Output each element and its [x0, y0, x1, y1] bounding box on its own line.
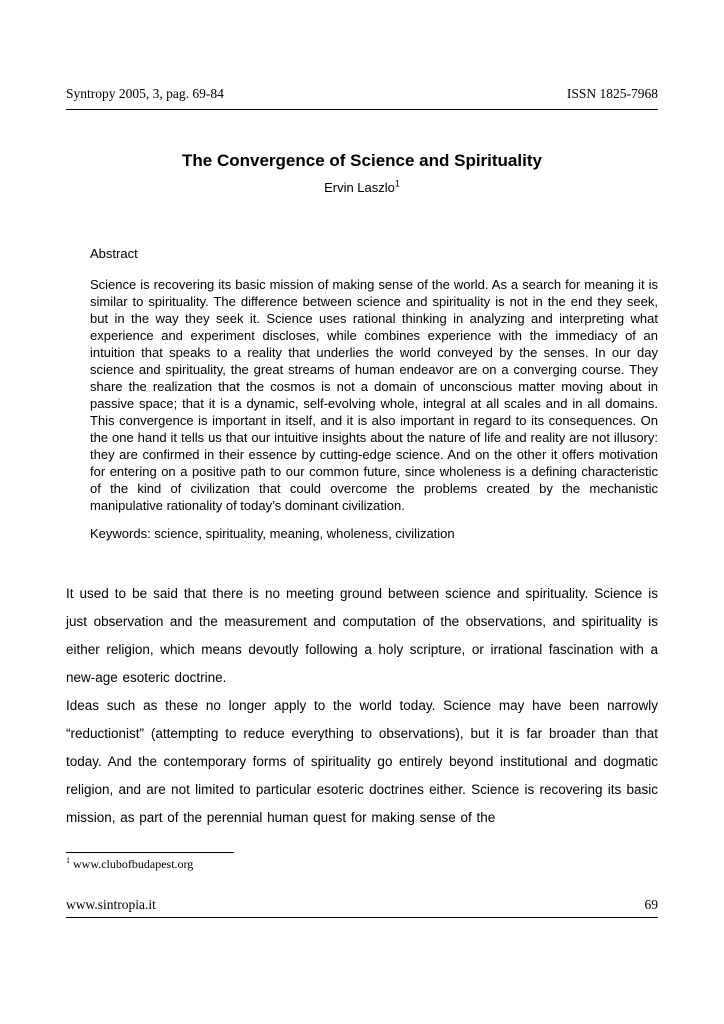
- abstract-section: [90, 246, 658, 542]
- abstract-text: Science is recovering its basic mission of making sense of the world. As a search for meaning it is similar to spirituality. The difference between science and spirituality is not in the end they seek, but in the way they seek it. Science uses rational thinking in analyzing and interpreting what experience and experiment discloses, while combines experience with the immediacy of an intuition that speaks to a reality that underlies the world conveyed by the senses. In our day science and spirituality, the great streams of human endeavor are on a converging course. They share the realization that the cosmos is not a domain of unconscious matter moving about in passive space; that it is a dynamic, self-evolving whole, integral at all scales and in all domains. This convergence is important in itself, and it is also important in regard to its consequences. On the one hand it tells us that our intuitive insights about the nature of life and reality are not illusory: they are confirmed in their essence by cutting-edge science. And on the other it offers motivation for entering on a positive path to our common future, since wholeness is a defining characteristic of the kind of civilization that could overcome the problems created by the mechanistic manipulative rationality of today’s dominant civilization.: [90, 277, 658, 513]
- footnote-divider: [66, 852, 234, 853]
- footnote: [66, 857, 658, 872]
- footer-divider: [66, 917, 658, 918]
- footer-site-url: www.sintropia.it: [66, 897, 156, 912]
- body-paragraph-2: Ideas such as these no longer apply to the world today. Science may have been narrowly “reductionist” (attempting to reduce everything to observations), but it is far broader than that today. And the contemporary forms of spirituality go entirely beyond institutional and dogmatic religion, and are not limited to particular esoteric doctrines either. Science is recovering its basic mission, as part of the perennial human quest for making sense of the: [66, 698, 658, 825]
- keywords-line: Keywords: science, spirituality, meaning, wholeness, civilization: [90, 526, 455, 541]
- issn-number: ISSN 1825-7968: [566, 86, 658, 101]
- author-name: Ervin Laszlo: [324, 180, 395, 195]
- footer-row: [66, 896, 658, 913]
- body-paragraph-1: It used to be said that there is no meeting ground between science and spirituality. Science is just observation and the measurement and computation of the observations, and spirituality is either religion, which means devoutly following a holy scripture, or irrational fascination with a new-age esoteric doctrine.: [66, 586, 658, 685]
- page-header: [66, 86, 658, 102]
- author-footnote-ref: 1: [394, 178, 400, 189]
- footnote-area: [66, 852, 658, 872]
- page-footer: [66, 896, 658, 918]
- body-section: [66, 580, 658, 832]
- abstract-heading: Abstract: [90, 246, 138, 261]
- header-divider: [66, 109, 658, 110]
- author-line: [66, 180, 658, 196]
- journal-citation: Syntropy 2005, 3, pag. 69-84: [66, 86, 224, 101]
- footnote-ref: 1: [66, 856, 70, 865]
- footer-page-number: 69: [644, 897, 658, 912]
- paper-title: The Convergence of Science and Spirituality: [182, 151, 542, 170]
- footnote-url: www.clubofbudapest.org: [73, 857, 194, 871]
